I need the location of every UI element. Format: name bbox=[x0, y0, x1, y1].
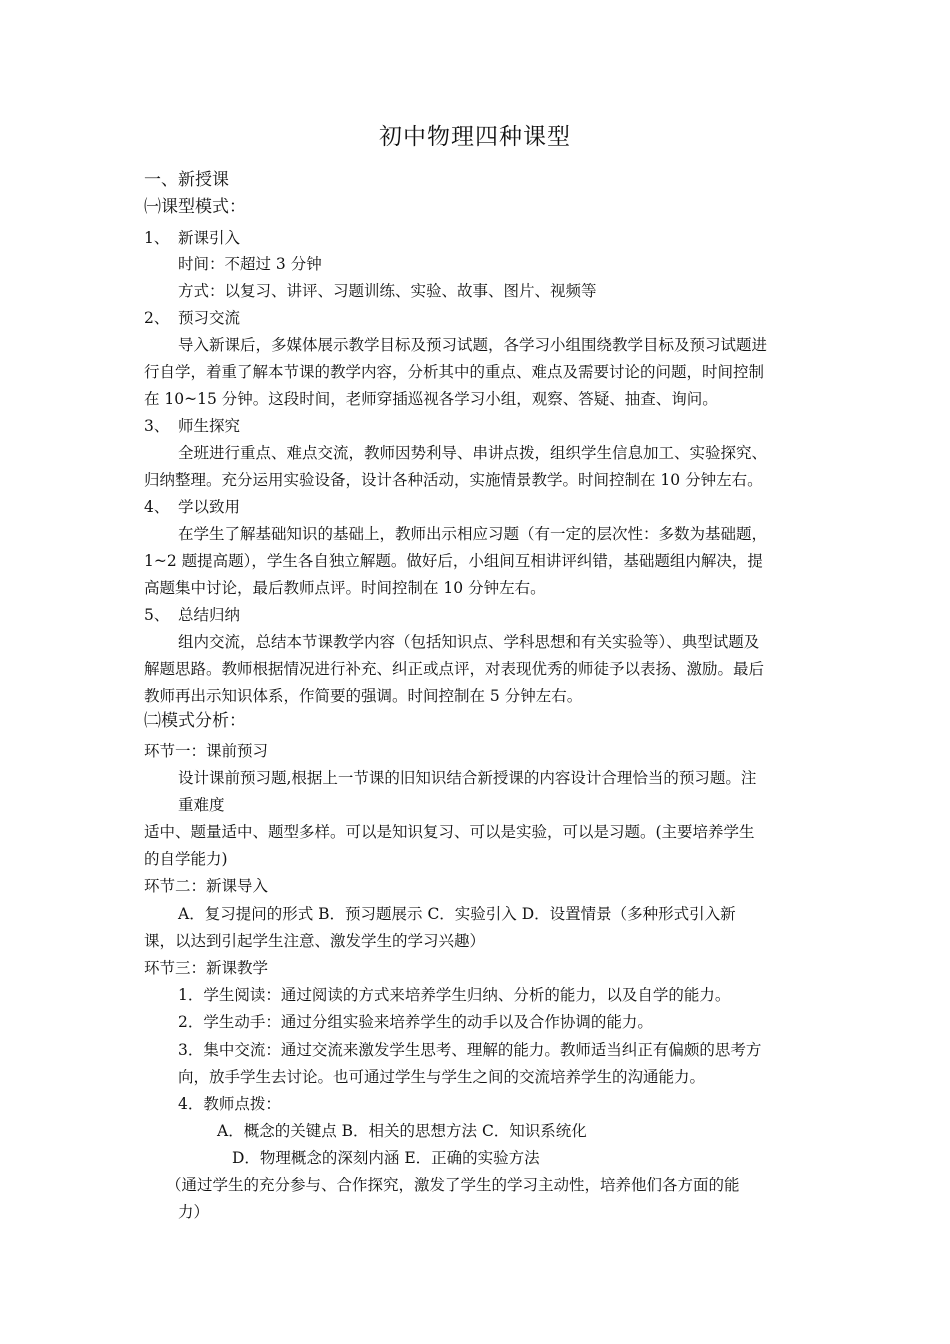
options-row: A．概念的关键点 B．相关的思想方法 C．知识系统化 bbox=[217, 1122, 587, 1140]
paragraph-line: 向，放手学生去讨论。也可通过学生与学生之间的交流培养学生的沟通能力。 bbox=[178, 1068, 706, 1086]
page-title: 初中物理四种课型 bbox=[379, 124, 571, 150]
paragraph-line: 的自学能力) bbox=[144, 850, 228, 868]
paragraph-line: 适中、题量适中、题型多样。可以是知识复习、可以是实验，可以是习题。(主要培养学生 bbox=[144, 823, 755, 841]
numbered-point: 1．学生阅读：通过阅读的方式来培养学生归纳、分析的能力，以及自学的能力。 bbox=[178, 986, 731, 1004]
options-row: D．物理概念的深刻内涵 E．正确的实验方法 bbox=[232, 1149, 540, 1167]
paragraph-line: 导入新课后，多媒体展示教学目标及预习试题，各学习小组围绕教学目标及预习试题进 bbox=[178, 336, 768, 354]
paragraph-line: 在学生了解基础知识的基础上，教师出示相应习题（有一定的层次性：多数为基础题， bbox=[178, 525, 768, 543]
item-label: 总结归纳 bbox=[178, 606, 241, 624]
paragraph-line: 课，以达到引起学生注意、激发学生的学习兴趣） bbox=[144, 932, 486, 950]
paragraph-line: 设计课前预习题,根据上一节课的旧知识结合新授课的内容设计合理恰当的预习题。注 bbox=[178, 769, 757, 787]
paragraph-line: 在 10~15 分钟。这段时间，老师穿插巡视各学习小组，观察、答疑、抽查、询问。 bbox=[144, 390, 718, 408]
paragraph-line: 重难度 bbox=[178, 796, 225, 814]
subsection-heading: ㈡模式分析： bbox=[144, 711, 246, 731]
item-label: 师生探究 bbox=[178, 417, 241, 435]
paragraph-line: 高题集中讨论，最后教师点评。时间控制在 10 分钟左右。 bbox=[144, 579, 546, 597]
numbered-point: 4．教师点拨： bbox=[178, 1095, 281, 1113]
item-label: 预习交流 bbox=[178, 309, 241, 327]
paragraph-line: 教师再出示知识体系，作简要的强调。时间控制在 5 分钟左右。 bbox=[144, 687, 583, 705]
item-number: 4、 bbox=[144, 498, 170, 516]
item-number: 3、 bbox=[144, 417, 170, 435]
link-heading: 环节三：新课教学 bbox=[144, 959, 269, 977]
paragraph-line: （通过学生的充分参与、合作探究，激发了学生的学习主动性，培养他们各方面的能 bbox=[166, 1176, 740, 1194]
paragraph-line: 归纳整理。充分运用实验设备，设计各种活动，实施情景教学。时间控制在 10 分钟左右。 bbox=[144, 471, 763, 489]
paragraph-line: 方式：以复习、讲评、习题训练、实验、故事、图片、视频等 bbox=[178, 282, 597, 300]
paragraph-line: 行自学，着重了解本节课的教学内容，分析其中的重点、难点及需要讨论的问题，时间控制 bbox=[144, 363, 765, 381]
paragraph-line: 1~2 题提高题），学生各自独立解题。做好后，小组间互相讲评纠错，基础题组内解决，提 bbox=[144, 552, 763, 570]
paragraph-line: 时间：不超过 3 分钟 bbox=[178, 255, 322, 273]
item-number: 1、 bbox=[144, 229, 170, 247]
section-heading: 一、新授课 bbox=[144, 170, 229, 190]
item-number: 2、 bbox=[144, 309, 170, 327]
paragraph-line: A．复习提问的形式 B．预习题展示 C．实验引入 D．设置情景（多种形式引入新 bbox=[178, 905, 736, 923]
numbered-point: 2．学生动手：通过分组实验来培养学生的动手以及合作协调的能力。 bbox=[178, 1013, 653, 1031]
item-number: 5、 bbox=[144, 606, 170, 624]
paragraph-line: 力） bbox=[178, 1203, 210, 1221]
item-label: 新课引入 bbox=[178, 229, 241, 247]
link-heading: 环节一：课前预习 bbox=[144, 742, 269, 760]
paragraph-line: 解题思路。教师根据情况进行补充、纠正或点评，对表现优秀的师徒予以表扬、激励。最后 bbox=[144, 660, 765, 678]
subsection-heading: ㈠课型模式： bbox=[144, 197, 246, 217]
numbered-point: 3．集中交流：通过交流来激发学生思考、理解的能力。教师适当纠正有偏颇的思考方 bbox=[178, 1041, 762, 1059]
item-label: 学以致用 bbox=[178, 498, 241, 516]
paragraph-line: 全班进行重点、难点交流，教师因势利导、串讲点拨，组织学生信息加工、实验探究、 bbox=[178, 444, 768, 462]
paragraph-line: 组内交流，总结本节课教学内容（包括知识点、学科思想和有关实验等）、典型试题及 bbox=[178, 633, 760, 651]
link-heading: 环节二：新课导入 bbox=[144, 877, 269, 895]
